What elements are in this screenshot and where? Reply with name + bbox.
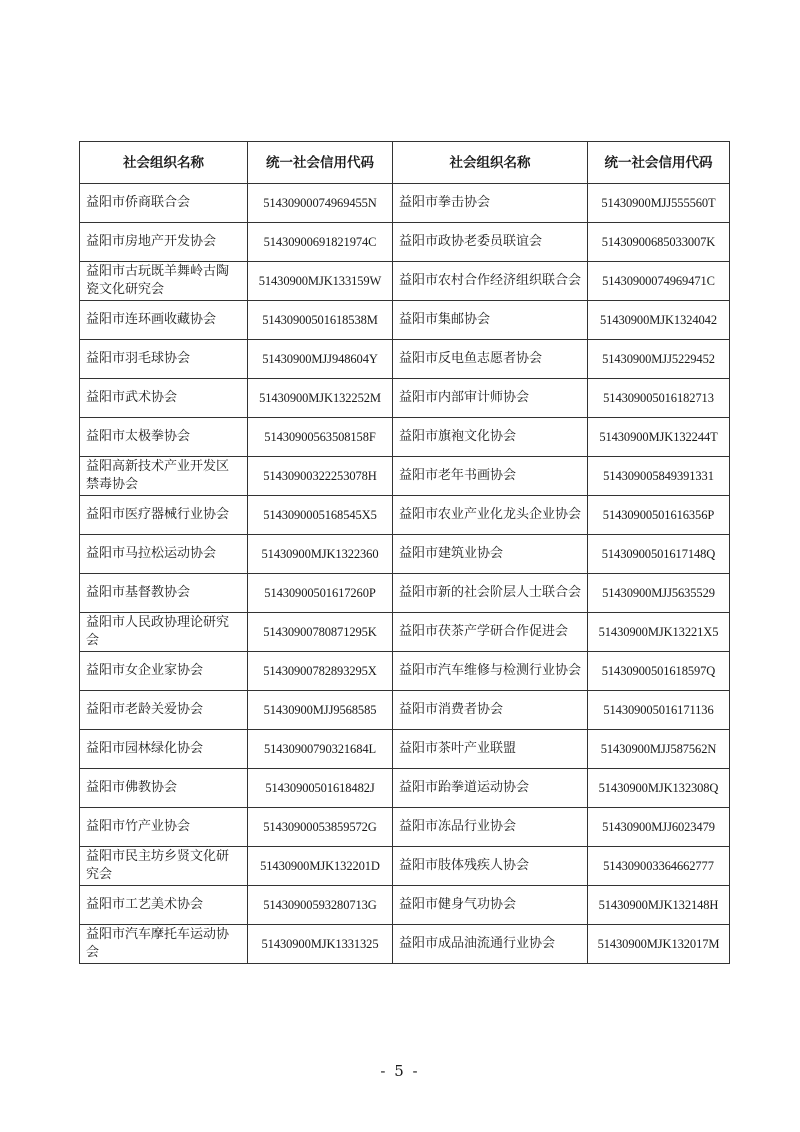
credit-code-cell: 51430900MJJ948604Y: [248, 340, 393, 379]
table-row: [80, 340, 730, 379]
org-name-cell: 益阳市佛教协会: [80, 769, 248, 808]
credit-code-cell: 51430900685033007K: [588, 223, 730, 262]
org-name-cell: 益阳市医疗器械行业协会: [80, 496, 248, 535]
org-name-cell: 益阳市羽毛球协会: [80, 340, 248, 379]
org-name-cell: 益阳高新技术产业开发区禁毒协会: [80, 457, 248, 496]
org-name-cell: 益阳市基督教协会: [80, 574, 248, 613]
credit-code-cell: 51430900MJK133159W: [248, 262, 393, 301]
org-name-cell: 益阳市肢体残疾人协会: [393, 847, 588, 886]
credit-code-cell: 51430900MJK1322360: [248, 535, 393, 574]
organization-table: [79, 141, 730, 964]
table-row: [80, 184, 730, 223]
table-row: [80, 691, 730, 730]
table-row: [80, 652, 730, 691]
table-row: [80, 730, 730, 769]
credit-code-cell: 51430900053859572G: [248, 808, 393, 847]
org-name-cell: 益阳市侨商联合会: [80, 184, 248, 223]
page-number: - 5 -: [380, 1062, 420, 1080]
table-body: [80, 184, 730, 964]
header-org-name-2: 社会组织名称: [393, 142, 588, 184]
table-row: [80, 808, 730, 847]
org-name-cell: 益阳市跆拳道运动协会: [393, 769, 588, 808]
org-name-cell: 益阳市老年书画协会: [393, 457, 588, 496]
credit-code-cell: 51430900780871295K: [248, 613, 393, 652]
credit-code-cell: 51430900501618482J: [248, 769, 393, 808]
org-name-cell: 益阳市连环画收藏协会: [80, 301, 248, 340]
org-name-cell: 益阳市内部审计师协会: [393, 379, 588, 418]
table-header-row: [80, 142, 730, 184]
org-name-cell: 益阳市健身气功协会: [393, 886, 588, 925]
credit-code-cell: 51430900MJK132148H: [588, 886, 730, 925]
org-name-cell: 益阳市武术协会: [80, 379, 248, 418]
org-name-cell: 益阳市消费者协会: [393, 691, 588, 730]
org-name-cell: 益阳市建筑业协会: [393, 535, 588, 574]
header-credit-code-2: 统一社会信用代码: [588, 142, 730, 184]
credit-code-cell: 51430900074969471C: [588, 262, 730, 301]
table-row: [80, 262, 730, 301]
credit-code-cell: 5143090005168545X5: [248, 496, 393, 535]
org-name-cell: 益阳市茯茶产学研合作促进会: [393, 613, 588, 652]
header-org-name-1: 社会组织名称: [80, 142, 248, 184]
org-name-cell: 益阳市旗袍文化协会: [393, 418, 588, 457]
credit-code-cell: 51430900MJK132244T: [588, 418, 730, 457]
table-row: [80, 301, 730, 340]
credit-code-cell: 51430900MJJ5635529: [588, 574, 730, 613]
header-credit-code-1: 统一社会信用代码: [248, 142, 393, 184]
org-name-cell: 益阳市成品油流通行业协会: [393, 925, 588, 964]
credit-code-cell: 51430900MJK132308Q: [588, 769, 730, 808]
credit-code-cell: 51430900501617260P: [248, 574, 393, 613]
org-name-cell: 益阳市农业产业化龙头企业协会: [393, 496, 588, 535]
credit-code-cell: 51430900593280713G: [248, 886, 393, 925]
table-row: [80, 925, 730, 964]
credit-code-cell: 51430900MJJ9568585: [248, 691, 393, 730]
org-name-cell: 益阳市政协老委员联谊会: [393, 223, 588, 262]
credit-code-cell: 51430900501618597Q: [588, 652, 730, 691]
org-name-cell: 益阳市马拉松运动协会: [80, 535, 248, 574]
credit-code-cell: 51430900322253078H: [248, 457, 393, 496]
credit-code-cell: 51430900MJK132201D: [248, 847, 393, 886]
credit-code-cell: 51430900074969455N: [248, 184, 393, 223]
table-row: [80, 535, 730, 574]
credit-code-cell: 51430900MJK13221X5: [588, 613, 730, 652]
org-name-cell: 益阳市老龄关爱协会: [80, 691, 248, 730]
table-row: [80, 847, 730, 886]
credit-code-cell: 51430900563508158F: [248, 418, 393, 457]
org-name-cell: 益阳市古玩既羊舞岭古陶瓷文化研究会: [80, 262, 248, 301]
credit-code-cell: 514309005016182713: [588, 379, 730, 418]
credit-code-cell: 51430900691821974C: [248, 223, 393, 262]
org-name-cell: 益阳市反电鱼志愿者协会: [393, 340, 588, 379]
org-name-cell: 益阳市集邮协会: [393, 301, 588, 340]
org-name-cell: 益阳市太极拳协会: [80, 418, 248, 457]
credit-code-cell: 51430900MJK1331325: [248, 925, 393, 964]
credit-code-cell: 51430900790321684L: [248, 730, 393, 769]
table-row: [80, 418, 730, 457]
credit-code-cell: 51430900782893295X: [248, 652, 393, 691]
table-row: [80, 769, 730, 808]
credit-code-cell: 51430900MJJ587562N: [588, 730, 730, 769]
org-name-cell: 益阳市茶叶产业联盟: [393, 730, 588, 769]
credit-code-cell: 51430900501617148Q: [588, 535, 730, 574]
org-name-cell: 益阳市人民政协理论研究会: [80, 613, 248, 652]
table-row: [80, 457, 730, 496]
org-name-cell: 益阳市新的社会阶层人士联合会: [393, 574, 588, 613]
table-row: [80, 886, 730, 925]
credit-code-cell: 51430900MJK1324042: [588, 301, 730, 340]
credit-code-cell: 514309003364662777: [588, 847, 730, 886]
table-row: [80, 496, 730, 535]
credit-code-cell: 51430900MJJ555560T: [588, 184, 730, 223]
org-name-cell: 益阳市民主坊乡贤文化研究会: [80, 847, 248, 886]
credit-code-cell: 514309005849391331: [588, 457, 730, 496]
credit-code-cell: 51430900501616356P: [588, 496, 730, 535]
org-name-cell: 益阳市汽车摩托车运动协会: [80, 925, 248, 964]
credit-code-cell: 51430900MJK132252M: [248, 379, 393, 418]
table-row: [80, 574, 730, 613]
credit-code-cell: 51430900MJJ5229452: [588, 340, 730, 379]
org-name-cell: 益阳市工艺美术协会: [80, 886, 248, 925]
table-row: [80, 379, 730, 418]
org-name-cell: 益阳市汽车维修与检测行业协会: [393, 652, 588, 691]
org-name-cell: 益阳市农村合作经济组织联合会: [393, 262, 588, 301]
org-name-cell: 益阳市园林绿化协会: [80, 730, 248, 769]
table-row: [80, 613, 730, 652]
org-name-cell: 益阳市房地产开发协会: [80, 223, 248, 262]
credit-code-cell: 51430900MJJ6023479: [588, 808, 730, 847]
org-name-cell: 益阳市竹产业协会: [80, 808, 248, 847]
credit-code-cell: 514309005016171136: [588, 691, 730, 730]
org-name-cell: 益阳市冻品行业协会: [393, 808, 588, 847]
credit-code-cell: 51430900MJK132017M: [588, 925, 730, 964]
table-row: [80, 223, 730, 262]
credit-code-cell: 51430900501618538M: [248, 301, 393, 340]
org-name-cell: 益阳市女企业家协会: [80, 652, 248, 691]
org-name-cell: 益阳市拳击协会: [393, 184, 588, 223]
